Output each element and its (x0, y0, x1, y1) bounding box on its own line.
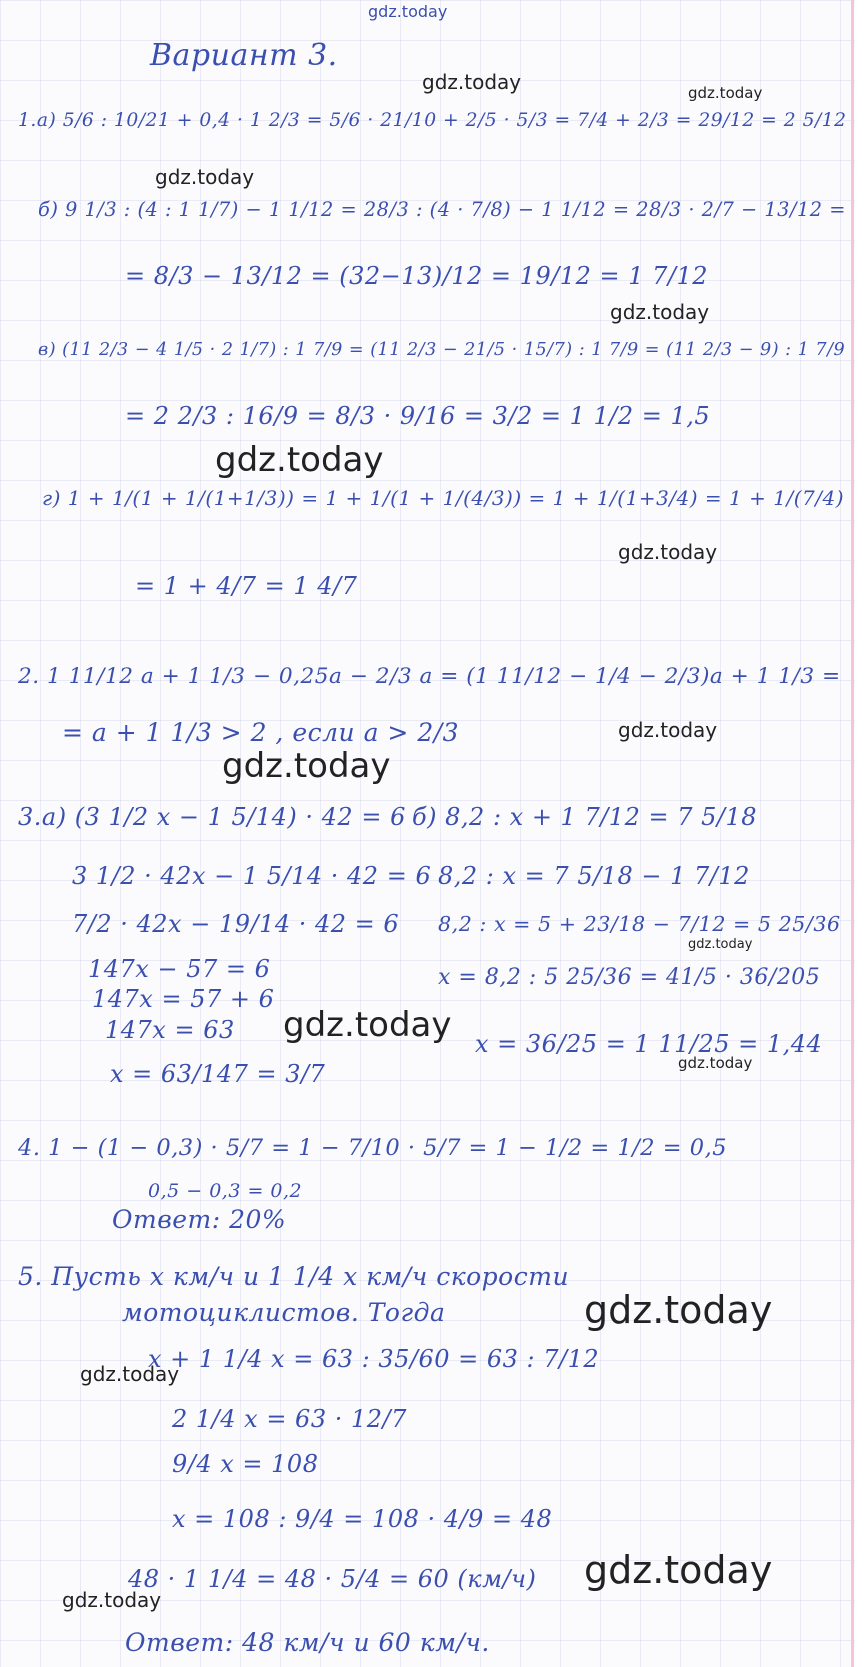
watermark: gdz.today (688, 84, 763, 102)
margin-line (851, 0, 854, 1667)
watermark: gdz.today (155, 165, 255, 189)
task-5-line-5: 9/4 x = 108 (172, 1450, 319, 1478)
task-3a-line-7: x = 63/147 = 3/7 (110, 1060, 326, 1088)
task-1g-line-1: г) 1 + 1/(1 + 1/(1+1/3)) = 1 + 1/(1 + 1/(4/3)) = 1 + 1/(1+3/4) = 1 + 1/(7/4) (42, 486, 844, 510)
task-3a-line-5: 147x = 57 + 6 (92, 985, 275, 1013)
task-2-line-2: = a + 1 1/3 > 2 , если a > 2/3 (62, 718, 460, 747)
task-1v-line-1: в) (11 2/3 − 4 1/5 · 2 1/7) : 1 7/9 = (11 2/3 − 21/5 · 15/7) : 1 7/9 = (11 2/3 − 9) : 1 7/9 (38, 340, 846, 360)
watermark: gdz.today (584, 1288, 773, 1332)
task-3a-line-4: 147x − 57 = 6 (88, 955, 271, 983)
task-1v-line-2: = 2 2/3 : 16/9 = 8/3 · 9/16 = 3/2 = 1 1/2 = 1,5 (125, 402, 711, 430)
watermark: gdz.today (678, 1054, 753, 1072)
task-4-answer: Ответ: 20% (112, 1205, 287, 1234)
task-1b-line-2: = 8/3 − 13/12 = (32−13)/12 = 19/12 = 1 7/12 (125, 262, 708, 290)
watermark: gdz.today (62, 1588, 162, 1612)
watermark: gdz.today (80, 1362, 180, 1386)
task-3a-line-2: 3 1/2 · 42x − 1 5/14 · 42 = 6 (72, 862, 432, 890)
task-2-line-1: 2. 1 11/12 a + 1 1/3 − 0,25a − 2/3 a = (1 11/12 − 1/4 − 2/3)a + 1 1/3 = (18, 664, 841, 689)
task-5-line-7: 48 · 1 1/4 = 48 · 5/4 = 60 (км/ч) (128, 1565, 537, 1593)
task-3b-line-5: x = 36/25 = 1 11/25 = 1,44 (475, 1030, 823, 1058)
watermark: gdz.today (584, 1548, 773, 1592)
watermark-top: gdz.today (368, 2, 448, 21)
watermark: gdz.today (610, 300, 710, 324)
page-title: Вариант 3. (150, 38, 338, 73)
task-1a-line: 1.а) 5/6 : 10/21 + 0,4 · 1 2/3 = 5/6 · 21/10 + 2/5 · 5/3 = 7/4 + 2/3 = 29/12 = 2 5/12 (18, 110, 847, 131)
watermark: gdz.today (215, 440, 384, 480)
task-3b-line-2: 8,2 : x = 7 5/18 − 1 7/12 (438, 862, 750, 890)
task-5-line-4: 2 1/4 x = 63 · 12/7 (172, 1405, 407, 1433)
watermark: gdz.today (222, 746, 391, 786)
task-5-answer: Ответ: 48 км/ч и 60 км/ч. (125, 1628, 490, 1657)
watermark: gdz.today (283, 1005, 452, 1045)
watermark: gdz.today (688, 937, 753, 952)
task-5-line-3: x + 1 1/4 x = 63 : 35/60 = 63 : 7/12 (148, 1345, 600, 1373)
task-3b-line-1: б) 8,2 : x + 1 7/12 = 7 5/18 (412, 803, 758, 831)
task-3b-line-3: 8,2 : x = 5 + 23/18 − 7/12 = 5 25/36 (438, 912, 841, 936)
task-1b-line-1: б) 9 1/3 : (4 : 1 1/7) − 1 1/12 = 28/3 : (4 · 7/8) − 1 1/12 = 28/3 · 2/7 − 13/12 = (38, 198, 846, 221)
watermark: gdz.today (422, 70, 522, 94)
task-4-line-1: 4. 1 − (1 − 0,3) · 5/7 = 1 − 7/10 · 5/7 = 1 − 1/2 = 1/2 = 0,5 (18, 1135, 728, 1161)
task-3a-line-6: 147x = 63 (105, 1016, 235, 1044)
task-3a-line-3: 7/2 · 42x − 19/14 · 42 = 6 (72, 910, 400, 938)
watermark: gdz.today (618, 540, 718, 564)
watermark: gdz.today (618, 718, 718, 742)
task-3b-line-4: x = 8,2 : 5 25/36 = 41/5 · 36/205 (438, 965, 821, 990)
task-4-line-2: 0,5 − 0,3 = 0,2 (148, 1180, 303, 1202)
task-5-line-1: 5. Пусть x км/ч и 1 1/4 x км/ч скорости (18, 1262, 570, 1291)
task-5-line-2: мотоциклистов. Тогда (122, 1298, 446, 1327)
task-3a-line-1: 3.а) (3 1/2 x − 1 5/14) · 42 = 6 (18, 803, 406, 831)
task-1g-line-2: = 1 + 4/7 = 1 4/7 (135, 572, 358, 600)
task-5-line-6: x = 108 : 9/4 = 108 · 4/9 = 48 (172, 1505, 553, 1533)
